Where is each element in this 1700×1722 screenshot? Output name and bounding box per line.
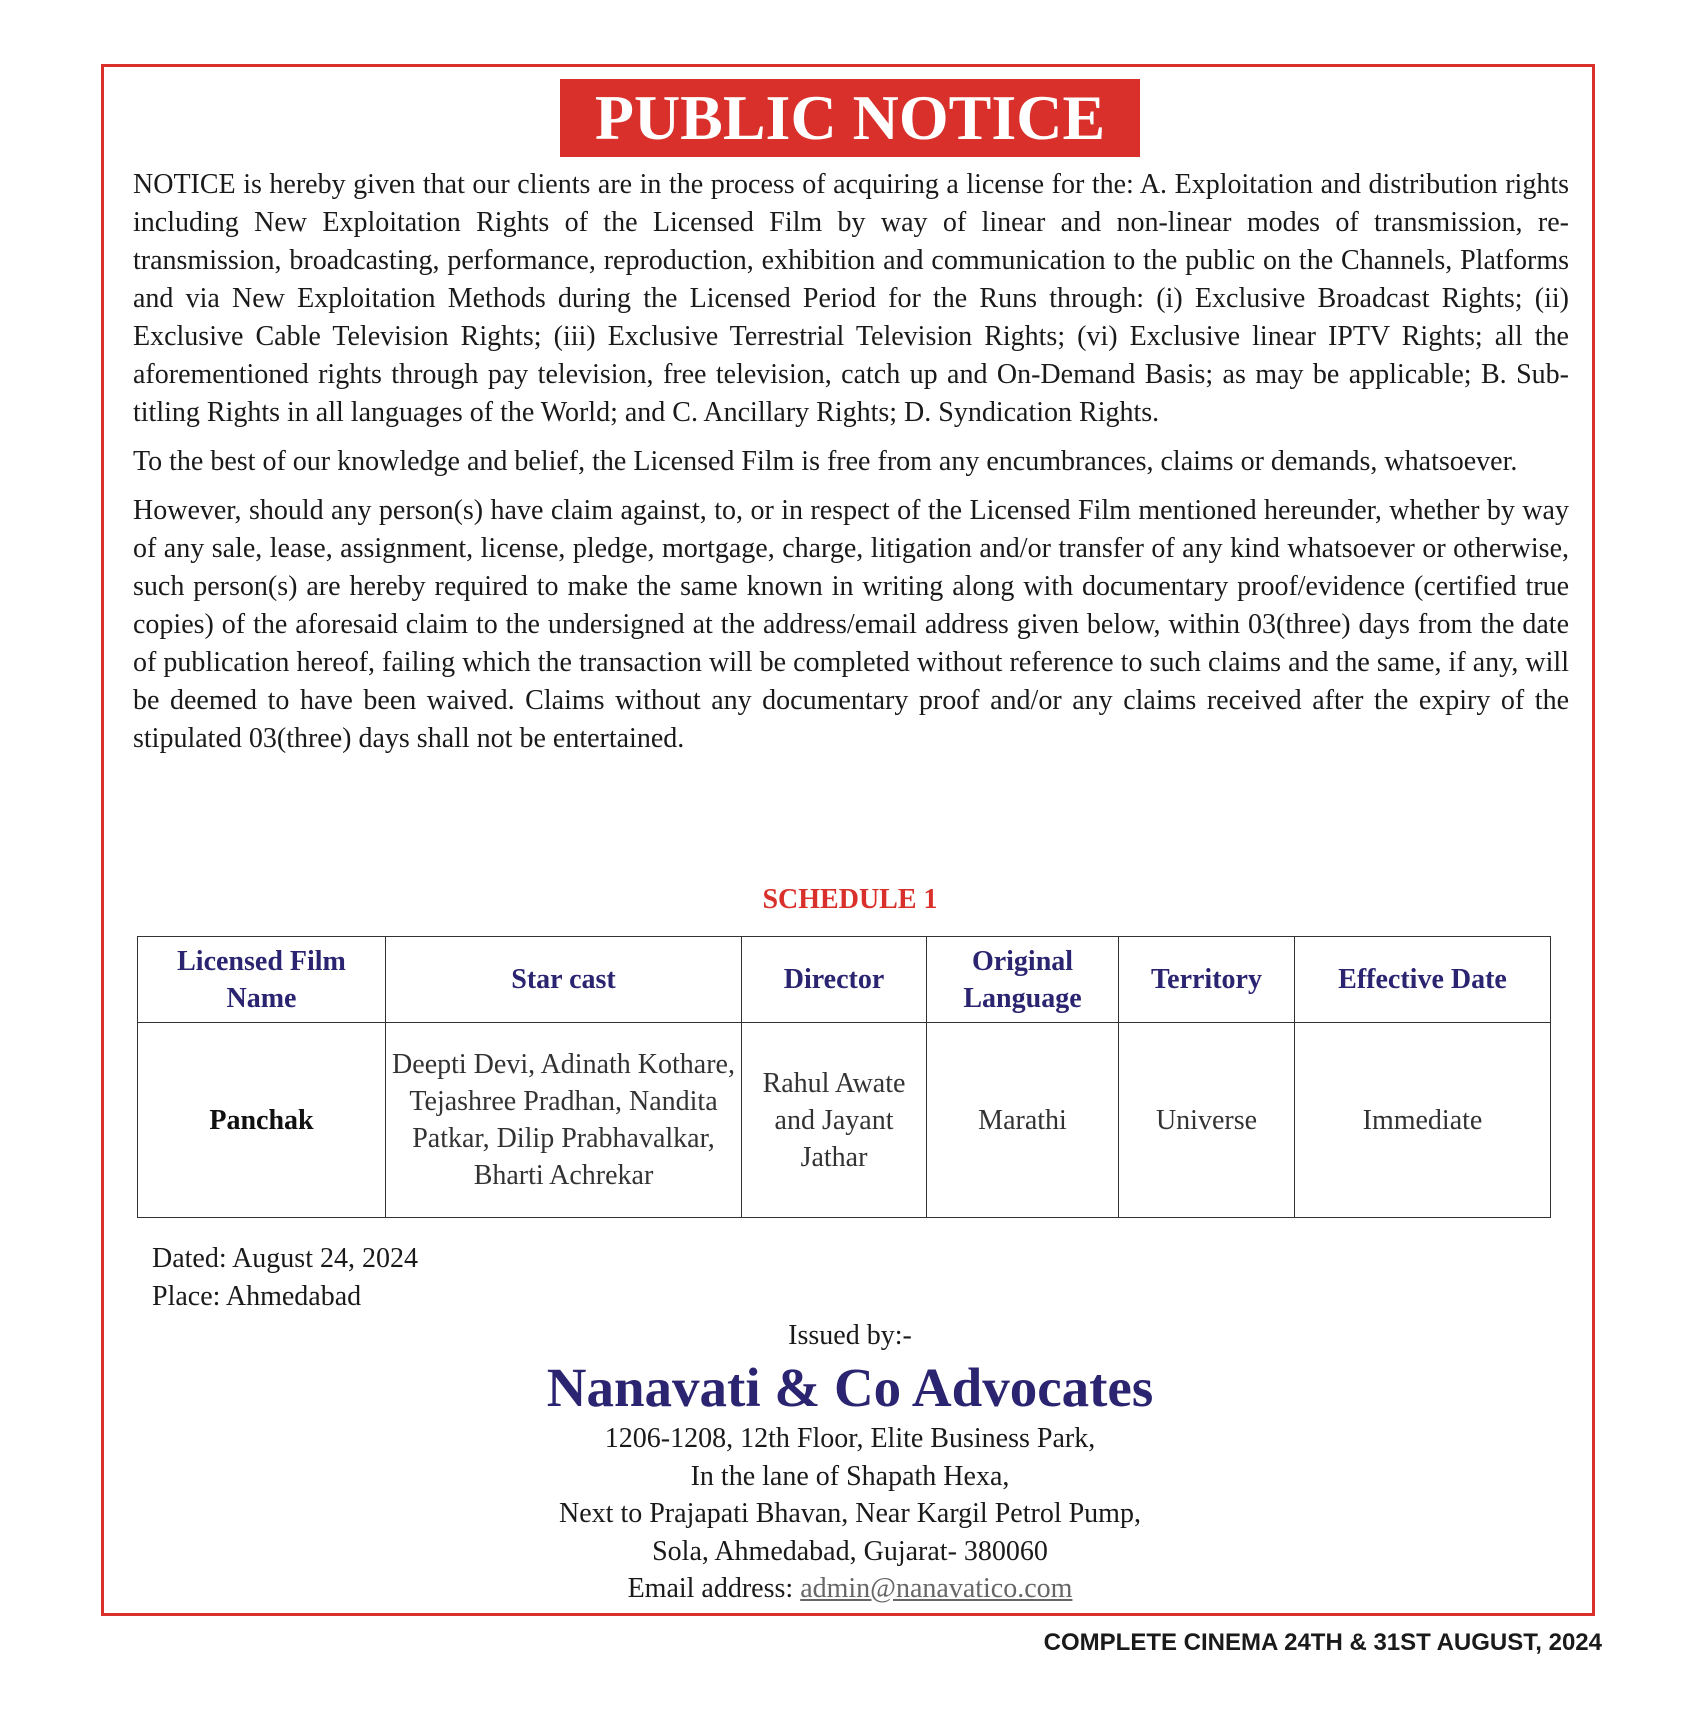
cell-director: Rahul Awate and Jayant Jathar bbox=[742, 1023, 927, 1218]
date-place-block bbox=[152, 1240, 418, 1316]
schedule-table bbox=[137, 936, 1551, 1218]
email-line bbox=[0, 1570, 1700, 1608]
table-header-row bbox=[138, 937, 1551, 1023]
email-label: Email address: bbox=[627, 1573, 794, 1604]
firm-name: Nanavati & Co Advocates bbox=[546, 1357, 1154, 1418]
cell-effective-date: Immediate bbox=[1295, 1023, 1551, 1218]
cell-original-language: Marathi bbox=[927, 1023, 1119, 1218]
notice-paragraph: To the best of our knowledge and belief, the Licensed Film is free from any encumbrances, claims or demands, whatsoever. bbox=[133, 446, 1518, 477]
issued-by: Issued by:- bbox=[788, 1320, 912, 1351]
notice-body bbox=[133, 166, 1569, 769]
header-star-cast: Star cast bbox=[386, 937, 742, 1023]
cell-territory: Universe bbox=[1119, 1023, 1295, 1218]
place-line: Place: Ahmedabad bbox=[152, 1281, 362, 1312]
address-line: In the lane of Shapath Hexa, bbox=[690, 1460, 1010, 1492]
notice-title: PUBLIC NOTICE bbox=[560, 79, 1140, 157]
header-original-language: Original Language bbox=[927, 937, 1119, 1023]
notice-paragraph: However, should any person(s) have claim against, to, or in respect of the Licensed Film mentioned hereunder, whether by way of any sale, lease, assignment, license, pledge, mortgage, charge, litigation and/or transfer of any kind whatsoever or otherwise, such person(s) are hereby required to make the same known in writing along with documentary proof/evidence (certified true copies) of the aforesaid claim to the undersigned at the address/email address given below, within 03(three) days from the date of publication hereof, failing which the transaction will be completed without reference to such claims and the same, if any, will be deemed to have been waived. Claims without any documentary proof and/or any claims received after the expiry of the stipulated 03(three) days shall not be entertained. bbox=[133, 495, 1569, 754]
address-line: Sola, Ahmedabad, Gujarat- 380060 bbox=[652, 1535, 1048, 1567]
header-director: Director bbox=[742, 937, 927, 1023]
publication-footer: COMPLETE CINEMA 24TH & 31ST AUGUST, 2024 bbox=[1043, 1629, 1602, 1656]
dated-line: Dated: August 24, 2024 bbox=[152, 1243, 418, 1274]
address-line: 1206-1208, 12th Floor, Elite Business Park, bbox=[604, 1423, 1096, 1454]
firm-address bbox=[0, 1420, 1700, 1608]
header-territory: Territory bbox=[1119, 937, 1295, 1023]
notice-paragraph: NOTICE is hereby given that our clients are in the process of acquiring a license for the: A. Exploitation and distribution rights including New Exploitation Rights of the Licensed Film by way of linear and non-linear modes of transmission, re-transmission, broadcasting, performance, reproduction, exhibition and communication to the public on the Channels, Platforms and via New Exploitation Methods during the Licensed Period for the Runs through: (i) Exclusive Broadcast Rights; (ii) Exclusive Cable Television Rights; (iii) Exclusive Terrestrial Television Rights; (vi) Exclusive linear IPTV Rights; all the aforementioned rights through pay television, free television, catch up and On-Demand Basis; as may be applicable; B. Sub-titling Rights in all languages of the World; and C. Ancillary Rights; D. Syndication Rights. bbox=[133, 169, 1569, 428]
table-row bbox=[138, 1023, 1551, 1218]
header-film-name: Licensed Film Name bbox=[138, 937, 386, 1023]
email-link[interactable]: admin@nanavatico.com bbox=[800, 1573, 1073, 1604]
schedule-heading: SCHEDULE 1 bbox=[762, 884, 938, 915]
cell-film-name: Panchak bbox=[138, 1023, 386, 1218]
cell-star-cast: Deepti Devi, Adinath Kothare, Tejashree Pradhan, Nandita Patkar, Dilip Prabhavalkar, Bharti Achrekar bbox=[386, 1023, 742, 1218]
header-effective-date: Effective Date bbox=[1295, 937, 1551, 1023]
address-line: Next to Prajapati Bhavan, Near Kargil Petrol Pump, bbox=[559, 1498, 1141, 1529]
